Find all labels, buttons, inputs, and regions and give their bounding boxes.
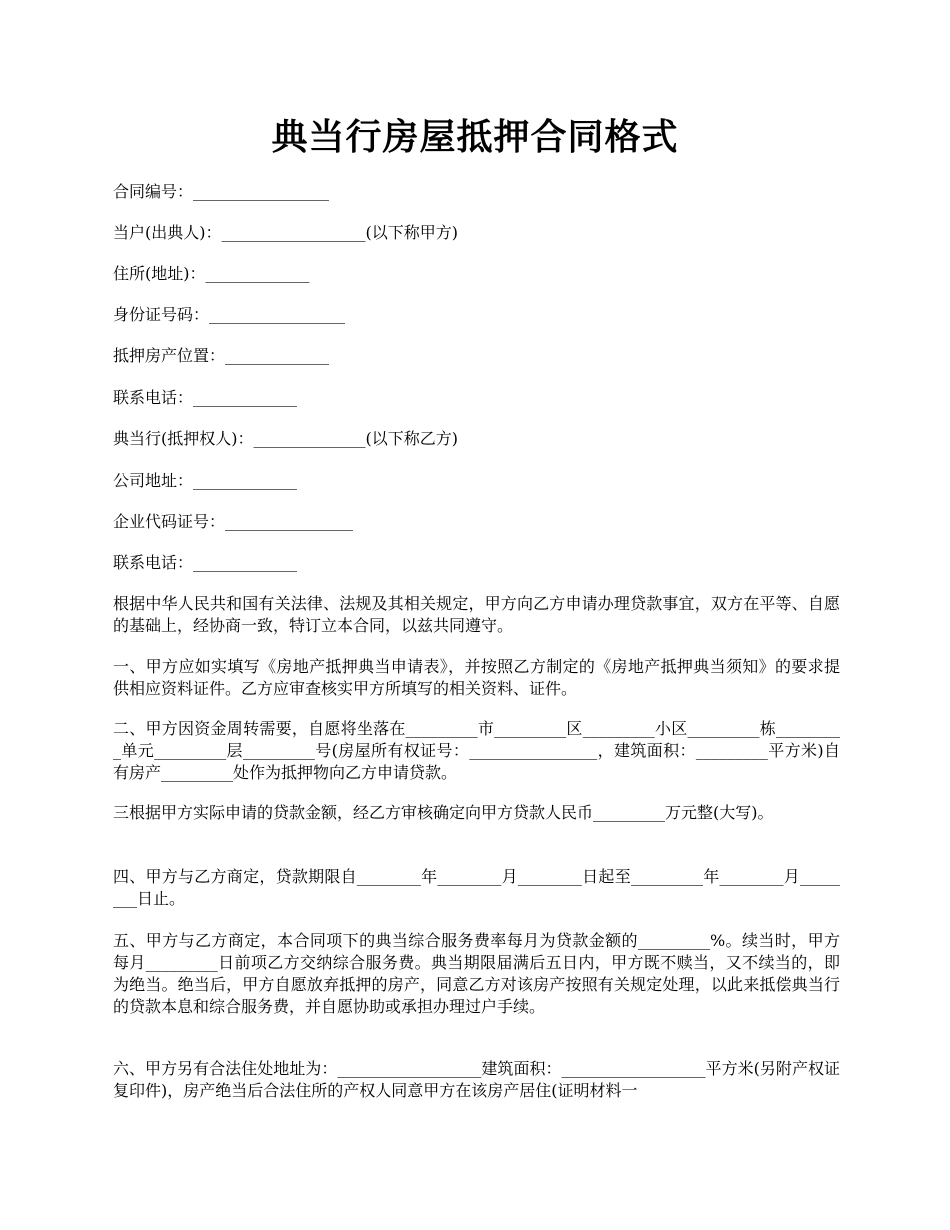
field-phone-b: 联系电话：_____________ xyxy=(113,553,298,572)
field-property-location: 抵押房产位置：_____________ xyxy=(113,346,330,365)
paragraph-preamble: 根据中华人民共和国有关法律、法规及其相关规定，甲方向乙方申请办理贷款事宜，双方在平等、自愿的基础上，经协商一致，特订立本合同，以兹共同遵守。 xyxy=(113,594,840,635)
paragraph-clause-6: 六、甲方另有合法住处地址为：__________________建筑面积：__________________平方米(另附产权证复印件)，房产绝当后合法住所的产权人同意甲方在该房产居住(证明材料一 xyxy=(113,1059,840,1100)
field-pawnshop: 典当行(抵押权人)：______________(以下称乙方) xyxy=(113,429,458,448)
paragraph-clause-1: 一、甲方应如实填写《房地产抵押典当申请表》，并按照乙方制定的《房地产抵押典当须知》的要求提供相应资料证件。乙方应审查核实甲方所填写的相关资料、证件。 xyxy=(113,657,840,698)
field-id-number: 身份证号码：_________________ xyxy=(113,305,346,324)
field-address: 住所(地址)：_____________ xyxy=(113,264,310,283)
paragraph-clause-3: 三根据甲方实际申请的贷款金额，经乙方审核确定向甲方贷款人民币_________万元整(大写)。 xyxy=(113,803,774,822)
field-enterprise-code: 企业代码证号：________________ xyxy=(113,512,354,531)
document-title: 典当行房屋抵押合同格式 xyxy=(271,116,679,158)
paragraph-clause-5: 五、甲方与乙方商定，本合同项下的典当综合服务费率每月为贷款金额的_________%。续当时，甲方每月_________日前项乙方交纳综合服务费。典当期限届满后五日内，甲方既不赎当，又不续当的，即为绝当。绝当后，甲方自愿放弃抵押的房产，同意乙方对该房产按照有关规定处理，以此来抵偿典当行的贷款本息和综合服务费，并自愿协助或承担办理过户手续。 xyxy=(113,931,840,1016)
field-company-address: 公司地址：_____________ xyxy=(113,471,298,490)
field-contract-number: 合同编号：_________________ xyxy=(113,182,330,201)
field-phone-a: 联系电话：_____________ xyxy=(113,388,298,407)
field-pawner: 当户(出典人)：__________________(以下称甲方) xyxy=(113,223,458,242)
paragraph-clause-4: 四、甲方与乙方商定，贷款期限自________年________月________日起至_________年________月________日止。 xyxy=(113,867,840,908)
paragraph-clause-2: 二、甲方因资金周转需要，自愿将坐落在_________市_________区_________小区_________栋_________单元_________层_________号(房屋所有权证号：________________，建筑面积：_________平方米)自有房产_________处作为抵押物向乙方申请贷款。 xyxy=(113,719,840,782)
